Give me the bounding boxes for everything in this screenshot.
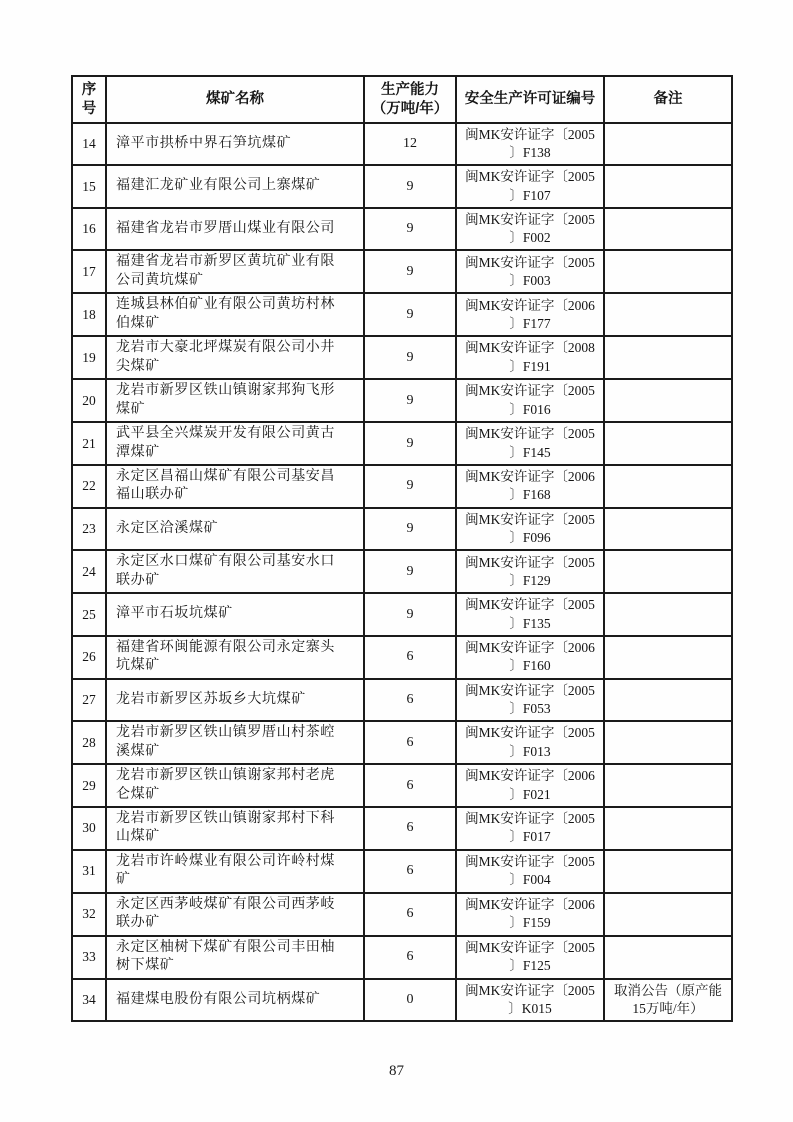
cell-mine-name: 福建省龙岩市罗厝山煤业有限公司: [106, 208, 364, 250]
license-line2: 〕F017: [509, 829, 551, 845]
table-row: [72, 550, 732, 593]
cell-row-number: 15: [72, 165, 106, 207]
table-row: [72, 165, 732, 207]
license-line1: 闽MK安许证字〔2005: [465, 725, 595, 741]
table-row: [72, 807, 732, 850]
cell-remark: [604, 336, 732, 379]
cell-mine-name: 龙岩市大豪北坪煤炭有限公司小井尖煤矿: [106, 336, 364, 379]
cell-mine-name: 龙岩市新罗区铁山镇谢家邦村老虎仑煤矿: [106, 764, 364, 807]
cell-license: [456, 893, 604, 936]
table-row: [72, 893, 732, 936]
cell-license: [456, 979, 604, 1021]
cell-row-number: 23: [72, 508, 106, 550]
cell-license: [456, 593, 604, 635]
license-line1: 闽MK安许证字〔2006: [465, 640, 595, 655]
cell-mine-name: 漳平市拱桥中界石笋坑煤矿: [106, 123, 364, 165]
header-mine-name: 煤矿名称: [106, 76, 364, 123]
cell-capacity: 9: [364, 293, 456, 336]
cell-license: [456, 465, 604, 508]
cell-mine-name: 永定区西茅岐煤矿有限公司西茅岐联办矿: [106, 893, 364, 936]
cell-capacity: 9: [364, 550, 456, 593]
license-line2: 〕F160: [509, 658, 551, 674]
table-row: [72, 293, 732, 336]
cell-remark: [604, 636, 732, 679]
cell-mine-name: 永定区洽溪煤矿: [106, 508, 364, 550]
header-capacity-line1: 生产能力: [381, 82, 439, 99]
cell-capacity: 6: [364, 636, 456, 679]
cell-row-number: 21: [72, 422, 106, 465]
table-row: [72, 250, 732, 293]
cell-mine-name: 龙岩市新罗区铁山镇谢家邦村下科山煤矿: [106, 807, 364, 850]
cell-remark: [604, 508, 732, 550]
cell-capacity: 6: [364, 679, 456, 721]
cell-capacity: 6: [364, 764, 456, 807]
table-row: [72, 422, 732, 465]
cell-capacity: 9: [364, 208, 456, 250]
cell-mine-name: 龙岩市新罗区铁山镇罗厝山村茶崆溪煤矿: [106, 721, 364, 764]
cell-capacity: 6: [364, 936, 456, 979]
cell-mine-name: 福建省环闽能源有限公司永定寨头坑煤矿: [106, 636, 364, 679]
cell-row-number: 27: [72, 679, 106, 721]
header-remark: 备注: [604, 76, 732, 123]
cell-row-number: 30: [72, 807, 106, 850]
cell-license: [456, 508, 604, 550]
table-row: [72, 208, 732, 250]
cell-license: [456, 123, 604, 165]
cell-row-number: 18: [72, 293, 106, 336]
cell-capacity: 12: [364, 123, 456, 165]
coal-mine-table: [71, 75, 733, 1022]
cell-mine-name: 永定区柚树下煤矿有限公司丰田柚树下煤矿: [106, 936, 364, 979]
cell-remark: [604, 721, 732, 764]
table-row: [72, 465, 732, 508]
cell-remark: [604, 165, 732, 207]
license-line2: 〕F013: [509, 743, 551, 759]
cell-remark: [604, 379, 732, 422]
table-row: [72, 679, 732, 721]
cell-remark: [604, 850, 732, 893]
cell-license: [456, 807, 604, 850]
cell-license: [456, 936, 604, 979]
cell-capacity: 9: [364, 422, 456, 465]
cell-row-number: 25: [72, 593, 106, 635]
license-line2: 〕F191: [509, 358, 551, 374]
cell-capacity: 0: [364, 979, 456, 1021]
table-row: [72, 721, 732, 764]
cell-remark: [604, 208, 732, 250]
license-line2: 〕F107: [509, 187, 551, 203]
cell-remark: [604, 250, 732, 293]
cell-row-number: 31: [72, 850, 106, 893]
license-line1: 闽MK安许证字〔2005: [465, 127, 595, 142]
cell-capacity: 6: [364, 850, 456, 893]
cell-row-number: 34: [72, 979, 106, 1021]
license-line1: 闽MK安许证字〔2005: [465, 254, 595, 270]
table-row: [72, 379, 732, 422]
cell-license: [456, 293, 604, 336]
table-row: [72, 936, 732, 979]
cell-mine-name: 永定区昌福山煤矿有限公司基安昌福山联办矿: [106, 465, 364, 508]
cell-license: [456, 208, 604, 250]
cell-license: [456, 336, 604, 379]
table-row: [72, 593, 732, 635]
license-line2: 〕F016: [509, 401, 551, 417]
cell-remark: [604, 679, 732, 721]
license-line2: 〕F135: [509, 615, 551, 631]
table-row: [72, 764, 732, 807]
cell-capacity: 9: [364, 336, 456, 379]
table-header: [72, 76, 732, 123]
cell-mine-name: 漳平市石坂坑煤矿: [106, 593, 364, 635]
cell-capacity: 9: [364, 508, 456, 550]
cell-capacity: 9: [364, 465, 456, 508]
license-line1: 闽MK安许证字〔2005: [465, 169, 595, 185]
cell-remark: 取消公告（原产能15万吨/年）: [604, 979, 732, 1021]
cell-capacity: 6: [364, 807, 456, 850]
license-line2: 〕F002: [509, 230, 551, 246]
license-line2: 〕K015: [508, 1000, 552, 1016]
cell-remark: [604, 422, 732, 465]
license-line2: 〕F096: [509, 530, 551, 546]
cell-row-number: 32: [72, 893, 106, 936]
license-line1: 闽MK安许证字〔2006: [465, 897, 595, 913]
license-line1: 闽MK安许证字〔2005: [465, 940, 595, 956]
header-capacity: [364, 76, 456, 123]
cell-row-number: 20: [72, 379, 106, 422]
cell-remark: [604, 893, 732, 936]
license-line1: 闽MK安许证字〔2005: [465, 426, 595, 442]
license-line1: 闽MK安许证字〔2005: [465, 597, 595, 613]
cell-license: [456, 379, 604, 422]
table-row: [72, 508, 732, 550]
cell-license: [456, 550, 604, 593]
cell-row-number: 24: [72, 550, 106, 593]
license-line2: 〕F145: [509, 444, 551, 460]
license-line1: 闽MK安许证字〔2005: [465, 211, 595, 227]
cell-capacity: 6: [364, 721, 456, 764]
header-license: 安全生产许可证编号: [456, 76, 604, 123]
header-capacity-line2: （万吨/年）: [371, 100, 449, 117]
license-line2: 〕F177: [509, 315, 551, 331]
license-line1: 闽MK安许证字〔2005: [465, 511, 595, 527]
header-no: 序号: [72, 76, 106, 123]
cell-license: [456, 422, 604, 465]
cell-capacity: 9: [364, 593, 456, 635]
license-line2: 〕F125: [509, 958, 551, 974]
license-line1: 闽MK安许证字〔2006: [465, 469, 595, 485]
cell-row-number: 14: [72, 123, 106, 165]
cell-capacity: 6: [364, 893, 456, 936]
license-line2: 〕F138: [509, 145, 551, 161]
cell-mine-name: 武平县全兴煤炭开发有限公司黄古潭煤矿: [106, 422, 364, 465]
cell-remark: [604, 593, 732, 635]
cell-row-number: 16: [72, 208, 106, 250]
cell-license: [456, 764, 604, 807]
license-line1: 闽MK安许证字〔2005: [465, 554, 595, 570]
cell-row-number: 17: [72, 250, 106, 293]
cell-license: [456, 636, 604, 679]
license-line1: 闽MK安许证字〔2005: [465, 682, 595, 698]
cell-row-number: 19: [72, 336, 106, 379]
license-line2: 〕F168: [509, 487, 551, 503]
table-row: [72, 850, 732, 893]
table-row: [72, 123, 732, 165]
cell-mine-name: 福建汇龙矿业有限公司上寨煤矿: [106, 165, 364, 207]
table-body: [72, 123, 732, 1021]
table-row: [72, 636, 732, 679]
header-row: [72, 76, 732, 123]
page-number: 87: [389, 1063, 404, 1079]
license-line1: 闽MK安许证字〔2005: [465, 811, 595, 827]
cell-mine-name: 龙岩市新罗区苏坂乡大坑煤矿: [106, 679, 364, 721]
cell-mine-name: 永定区水口煤矿有限公司基安水口联办矿: [106, 550, 364, 593]
license-line1: 闽MK安许证字〔2006: [465, 297, 595, 313]
cell-capacity: 9: [364, 250, 456, 293]
cell-mine-name: 福建省龙岩市新罗区黄坑矿业有限公司黄坑煤矿: [106, 250, 364, 293]
license-line2: 〕F159: [509, 915, 551, 931]
cell-row-number: 22: [72, 465, 106, 508]
cell-mine-name: 龙岩市新罗区铁山镇谢家邦狗飞形煤矿: [106, 379, 364, 422]
table-row: [72, 979, 732, 1021]
license-line1: 闽MK安许证字〔2005: [465, 854, 595, 870]
license-line2: 〕F129: [509, 572, 551, 588]
table-row: [72, 336, 732, 379]
license-line2: 〕F053: [509, 700, 551, 716]
cell-mine-name: 福建煤电股份有限公司坑柄煤矿: [106, 979, 364, 1021]
cell-remark: [604, 465, 732, 508]
cell-mine-name: 连城县林伯矿业有限公司黄坊村林伯煤矿: [106, 293, 364, 336]
license-line1: 闽MK安许证字〔2006: [465, 768, 595, 784]
cell-remark: [604, 936, 732, 979]
cell-remark: [604, 807, 732, 850]
license-line2: 〕F004: [509, 872, 551, 888]
cell-license: [456, 250, 604, 293]
cell-row-number: 28: [72, 721, 106, 764]
cell-remark: [604, 293, 732, 336]
cell-row-number: 26: [72, 636, 106, 679]
cell-license: [456, 721, 604, 764]
license-line1: 闽MK安许证字〔2005: [465, 383, 595, 399]
cell-row-number: 33: [72, 936, 106, 979]
cell-remark: [604, 764, 732, 807]
license-line1: 闽MK安许证字〔2005: [465, 982, 595, 998]
cell-capacity: 9: [364, 379, 456, 422]
cell-license: [456, 165, 604, 207]
cell-capacity: 9: [364, 165, 456, 207]
license-line2: 〕F021: [509, 786, 551, 802]
cell-mine-name: 龙岩市许岭煤业有限公司许岭村煤矿: [106, 850, 364, 893]
cell-license: [456, 850, 604, 893]
cell-remark: [604, 123, 732, 165]
license-line1: 闽MK安许证字〔2008: [465, 340, 595, 356]
cell-row-number: 29: [72, 764, 106, 807]
license-line2: 〕F003: [509, 272, 551, 288]
cell-license: [456, 679, 604, 721]
cell-remark: [604, 550, 732, 593]
